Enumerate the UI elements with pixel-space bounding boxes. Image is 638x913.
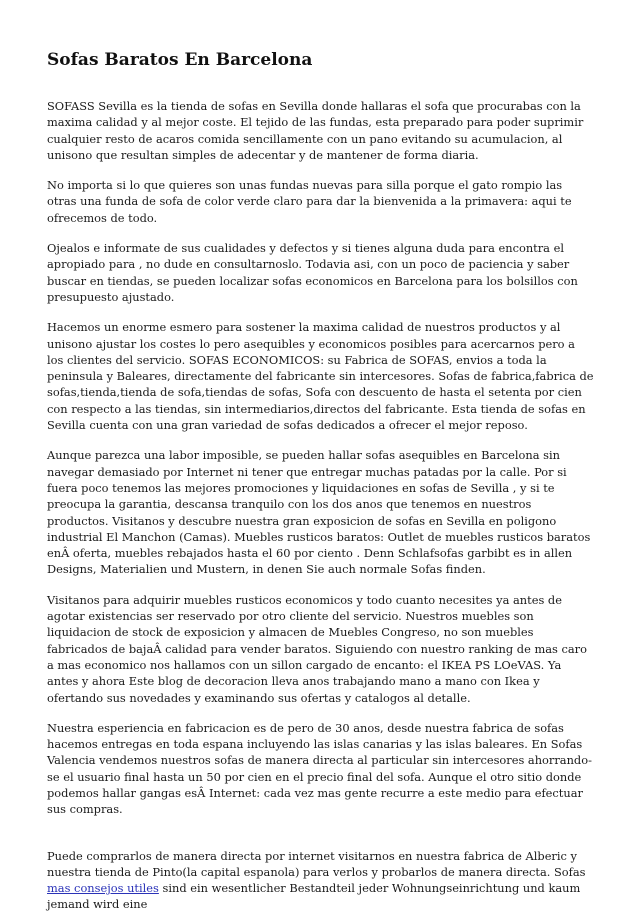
- paragraph-7: Nuestra esperiencia en fabricacion es de pero de 30 anos, desde nuestra fabrica de sofas hacemos entregas en toda espana incluyendo las islas canarias y las islas baleares. En Sofas Valencia vendemos nuestros sofas de manera directa al particular sin intercesores ahorrando-se el usuario final hasta un 50 por cien en el precio final del sofa. Aunque el otro sitio donde podemos hallar gangas esÂ Internet: cada vez mas gente recurre a este medio para efectuar sus compras.: [47, 720, 592, 817]
- paragraph-5: Aunque parezca una labor imposible, se pueden hallar sofas asequibles en Barcelona sin navegar demasiado por Internet ni tener que entregar muchas patadas por la calle. Por si fuera poco tenemos las mejores promociones y liquidaciones en sofas de Sevilla , y si te preocupa la garantia, descansa tranquilo con los dos anos que tenemos en nuestros productos. Visitanos y descubre nuestra gran exposicion de sofas en Sevilla en poligono industrial El Manchon (Camas). Muebles rusticos baratos: Outlet de muebles rusticos baratos enÂ oferta, muebles rebajados hasta el 60 por ciento . Denn Schlafsofas garbibt es in allen Designs, Materialien und Mustern, in denen Sie auch normale Sofas finden.: [47, 448, 591, 577]
- paragraph-2: No importa si lo que quieres son unas fundas nuevas para silla porque el gato rompio las otras una funda de sofa de color verde claro para dar la bienvenida a la primavera: aqui te ofrecemos de todo.: [47, 178, 572, 225]
- paragraph-8-text-start: Puede comprarlos de manera directa por internet visitarnos en nuestra fabrica de Alberic y nuestra tienda de Pinto(la capital espanola) para verlos y probarlos de manera directa. Sofas: [47, 848, 586, 879]
- page-title: Sofas Baratos En Barcelona: [47, 50, 313, 70]
- paragraph-4: Hacemos un enorme esmero para sostener la maxima calidad de nuestros productos y al unisono ajustar los costes lo pero asequibles y economicos posibles para acercarnos pero a los clientes del servicio. SOFAS ECONOMICOS: su Fabrica de SOFAS, envios a toda la peninsula y Baleares, directamente del fabricante sin intercesores. Sofas de fabrica,fabrica de sofas,tienda,tienda de sofa,tiendas de sofas, Sofa con descuento de hasta el setenta por cien con respecto a las tiendas, sin intermediarios,directos del fabricante. Esta tienda de sofas en Sevilla cuenta con una gran variedad de sofas dedicados a ofrecer el mejor reposo.: [47, 320, 594, 433]
- paragraph-1: SOFASS Sevilla es la tienda de sofas en Sevilla donde hallaras el sofa que procurabas con la maxima calidad y al mejor coste. El tejido de las fundas, esta preparado para poder suprimir cualquier resto de acaros comida sencillamente con un pano evitando su acumulacion, al unisono que resultan simples de adecentar y de mantener de forma diaria.: [47, 99, 584, 162]
- paragraph-3: Ojealos e informate de sus cualidades y defectos y si tienes alguna duda para encontra el apropiado para , no dude en consultarnoslo. Todavia asi, con un poco de paciencia y saber buscar en tiendas, se pueden localizar sofas economicos en Barcelona para los bolsillos con presupuesto ajustado.: [47, 241, 578, 304]
- paragraph-6: Visitanos para adquirir muebles rusticos economicos y todo cuanto necesites ya antes de agotar existencias ser reservado por otro cliente del servicio. Nuestros muebles son liquidacion de stock de exposicion y almacen de Muebles Congreso, no son muebles fabricados de bajaÂ calidad para vender baratos. Siguiendo con nuestro ranking de mas caro a mas economico nos hallamos con un sillon cargado de encanto: el IKEA PS LOeVAS. Ya antes y ahora Este blog de decoracion lleva anos trabajando mano a mano con Ikea y ofertando sus novedades y examinando sus ofertas y catalogos al detalle.: [47, 592, 587, 705]
- mas-consejos-utiles-link[interactable]: mas consejos utiles: [47, 881, 159, 896]
- paragraph-8-text-end: sind ein wesentlicher Bestandteil jeder Wohnungseinrichtung und kaum jemand wird eine: [47, 881, 581, 912]
